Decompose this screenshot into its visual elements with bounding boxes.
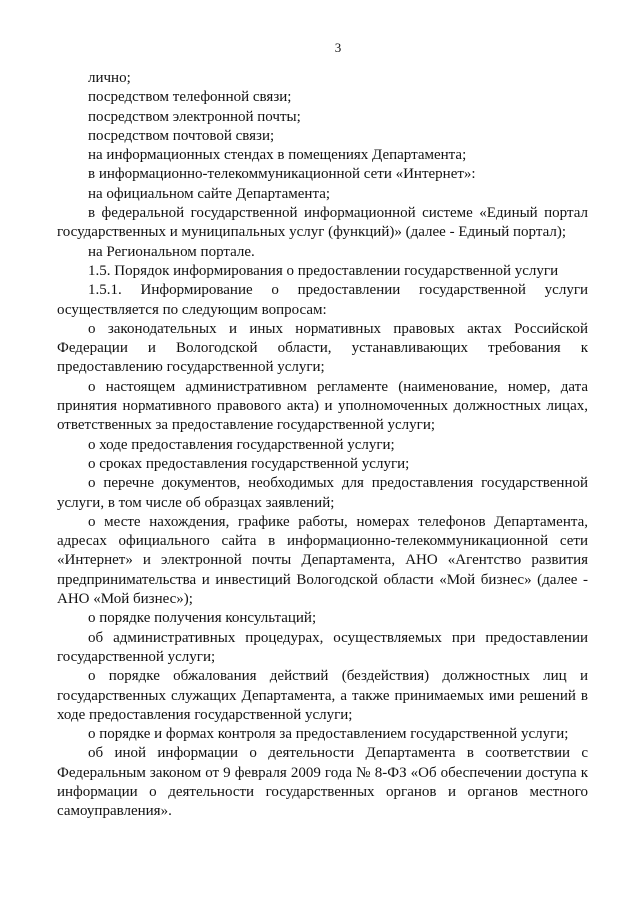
page-number: 3	[334, 40, 342, 55]
paragraph-internet: в информационно-телекоммуникационной сети «Интернет»:	[88, 166, 476, 183]
list-item-control: о порядке и формах контроля за предоставлением государственной услуги;	[88, 726, 569, 743]
paragraph-contact-email: посредством электронной почты;	[88, 108, 301, 125]
list-item-documents: о перечне документов, необходимых для предоставления государственной услуги, в том числе об образцах заявлений;	[57, 475, 588, 511]
paragraph-contact-in-person: лично;	[88, 70, 131, 86]
paragraph-contact-phone: посредством телефонной связи;	[88, 89, 292, 106]
list-item-procedures: об административных процедурах, осуществляемых при предоставлении государственной услуги;	[57, 629, 588, 665]
section-heading-1-5: 1.5. Порядок информирования о предоставлении государственной услуги	[88, 262, 559, 279]
paragraph-unified-portal: в федеральной государственной информационной системе «Единый портал государственных и муниципальных услуг (функций)» (далее - Единый портал);	[57, 205, 588, 241]
paragraph-regional-portal: на Региональном портале.	[88, 243, 255, 260]
list-item-location: о месте нахождения, графике работы, номерах телефонов Департамента, адресах официального сайта в информационно-телекоммуникационной сети «Интернет» и электронной почты Департамента, АНО «Агентство развития предпринимательства и инвестиций Вологодской области «Мой бизнес» (далее - АНО «Мой бизнес»);	[57, 513, 588, 608]
paragraph-contact-mail: посредством почтовой связи;	[88, 127, 275, 144]
list-item-other-info: об иной информации о деятельности Департамента в соответствии с Федеральным законом от 9 февраля 2009 года № 8-ФЗ «Об обеспечении доступа к информации о деятельности государственных органов и органов местного самоуправления».	[57, 745, 588, 820]
list-item-legislation: о законодательных и иных нормативных правовых актах Российской Федерации и Вологодской области, устанавливающих требования к предоставлению государственной услуги;	[57, 320, 588, 376]
list-item-regulation: о настоящем административном регламенте (наименование, номер, дата принятия нормативного правового акта) и уполномоченных должностных лицах, ответственных за предоставление государственной услуги;	[57, 378, 588, 434]
list-item-consultations: о порядке получения консультаций;	[88, 610, 317, 627]
list-item-deadlines: о сроках предоставления государственной услуги;	[88, 455, 410, 472]
list-item-appeals: о порядке обжалования действий (бездействия) должностных лиц и государственных служащих Департамента, а также принимаемых ими решений в ходе предоставления государственной услуги;	[57, 668, 588, 723]
paragraph-official-site: на официальном сайте Департамента;	[88, 185, 331, 202]
document-body	[57, 69, 588, 822]
paragraph-info-stands: на информационных стендах в помещениях Департамента;	[88, 147, 467, 164]
paragraph-1-5-1: 1.5.1. Информирование о предоставлении государственной услуги осуществляется по следующим вопросам:	[57, 282, 588, 318]
list-item-progress: о ходе предоставления государственной услуги;	[88, 436, 395, 453]
